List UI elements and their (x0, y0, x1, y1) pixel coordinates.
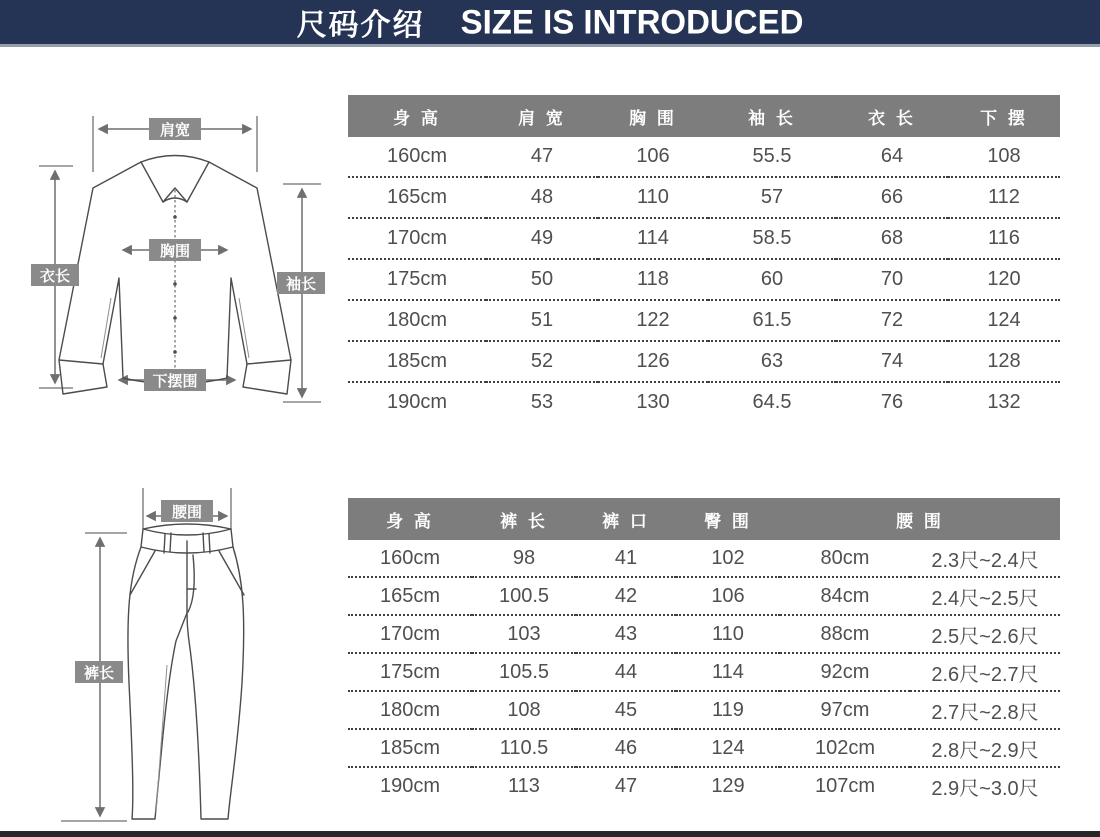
table-row (348, 259, 1060, 300)
cell: 41 (576, 540, 676, 577)
shirt-size-table (348, 95, 1060, 422)
cell: 68 (836, 218, 948, 259)
cell: 47 (614, 774, 638, 797)
cell: 63 (708, 341, 836, 382)
cell: 47 (486, 137, 598, 177)
table-row (348, 341, 1060, 382)
cell: 132 (987, 391, 1021, 413)
cell: 66 (836, 177, 948, 218)
table-row (348, 729, 1060, 767)
col-header-hem: 下 摆 (948, 95, 1060, 137)
cell: 50 (486, 259, 598, 300)
cell: 103 (472, 615, 576, 653)
bottom-bar (0, 831, 1100, 837)
cell: 129 (711, 774, 745, 797)
cell: 128 (948, 341, 1060, 382)
pants-size-table (348, 498, 1060, 804)
cell: 126 (598, 341, 708, 382)
banner-title-en: SIZE IS INTRODUCED (460, 2, 804, 41)
pants-length-label (75, 661, 123, 683)
pants-table-header-row (348, 498, 1060, 540)
svg-text:袖长: 袖长 (285, 276, 317, 293)
cell: 55.5 (708, 137, 836, 177)
col-header-leg-opening: 裤 口 (576, 498, 676, 540)
cell: 102 (676, 540, 780, 577)
cell: 84cm (780, 577, 910, 615)
table-row (348, 177, 1060, 218)
cell: 92cm (780, 653, 910, 691)
cell: 44 (576, 653, 676, 691)
svg-text:胸围: 胸围 (159, 243, 191, 260)
cell: 97cm (780, 691, 910, 729)
table-row (348, 300, 1060, 341)
cell: 110 (598, 177, 708, 218)
pants-size-table-wrap (348, 498, 1060, 804)
cell: 102cm (780, 729, 910, 767)
cell: 53 (530, 391, 554, 413)
table-row (348, 577, 1060, 615)
cell: 42 (576, 577, 676, 615)
table-row (348, 382, 1060, 422)
col-header-height: 身 高 (348, 95, 486, 137)
svg-text:衣长: 衣长 (39, 268, 71, 285)
cell: 107cm (814, 774, 876, 797)
shirt-outline (59, 156, 291, 395)
waist-label (161, 500, 213, 522)
cell: 105.5 (472, 653, 576, 691)
cell: 116 (948, 218, 1060, 259)
table-row (348, 218, 1060, 259)
cell: 120 (948, 259, 1060, 300)
svg-text:裤长: 裤长 (83, 665, 115, 682)
shirt-diagram (15, 72, 335, 417)
cell: 57 (708, 177, 836, 218)
cell: 43 (576, 615, 676, 653)
cell: 80cm (780, 540, 910, 577)
cell: 190cm (379, 774, 441, 797)
shirt-table-header-row (348, 95, 1060, 137)
cell: 74 (836, 341, 948, 382)
cell: 46 (576, 729, 676, 767)
title-banner (0, 0, 1100, 47)
cell: 98 (472, 540, 576, 577)
svg-text:下摆围: 下摆围 (152, 373, 198, 390)
svg-text:腰围: 腰围 (171, 504, 203, 521)
cell: 61.5 (708, 300, 836, 341)
cell: 52 (486, 341, 598, 382)
pants-diagram (15, 483, 335, 831)
table-row (348, 691, 1060, 729)
table-row (348, 540, 1060, 577)
sleeve-length-label (277, 272, 325, 294)
shirt-drawing (15, 72, 335, 417)
cell: 108 (948, 137, 1060, 177)
pants-drawing (15, 483, 335, 831)
cell: 170cm (348, 615, 472, 653)
cell: 119 (676, 691, 780, 729)
cell: 160cm (348, 540, 472, 577)
cell: 175cm (348, 653, 472, 691)
col-header-pants-length: 裤 长 (472, 498, 576, 540)
cell: 160cm (348, 137, 486, 177)
pants-outline (128, 524, 244, 819)
cell: 110 (676, 615, 780, 653)
cell: 58.5 (708, 218, 836, 259)
cell: 64 (836, 137, 948, 177)
cell: 180cm (348, 300, 486, 341)
shoulder-width-label (149, 118, 201, 140)
table-row (348, 767, 1060, 804)
cell: 72 (836, 300, 948, 341)
cell: 165cm (348, 177, 486, 218)
cell: 106 (598, 137, 708, 177)
garment-length-label (31, 264, 79, 286)
cell: 2.7尺~2.8尺 (910, 691, 1060, 729)
col-header-chest: 胸 围 (598, 95, 708, 137)
cell: 190cm (386, 391, 448, 413)
hem-label (144, 369, 206, 391)
cell: 110.5 (472, 729, 576, 767)
cell: 185cm (348, 729, 472, 767)
cell: 100.5 (472, 577, 576, 615)
banner-title-zh: 尺码介绍 (296, 9, 425, 42)
cell: 51 (486, 300, 598, 341)
cell: 48 (486, 177, 598, 218)
cell: 124 (948, 300, 1060, 341)
col-header-length: 衣 长 (836, 95, 948, 137)
cell: 2.8尺~2.9尺 (910, 729, 1060, 767)
cell: 114 (598, 218, 708, 259)
cell: 130 (636, 391, 670, 413)
cell: 64.5 (752, 391, 792, 413)
cell: 122 (598, 300, 708, 341)
cell: 124 (676, 729, 780, 767)
cell: 113 (508, 774, 540, 797)
shirt-size-table-wrap (348, 95, 1060, 422)
col-header-hip: 臀 围 (676, 498, 780, 540)
col-header-waist: 腰 围 (780, 498, 1060, 540)
cell: 2.4尺~2.5尺 (910, 577, 1060, 615)
cell: 60 (708, 259, 836, 300)
cell: 185cm (348, 341, 486, 382)
cell: 165cm (348, 577, 472, 615)
chest-label (149, 239, 201, 261)
cell: 2.3尺~2.4尺 (910, 540, 1060, 577)
cell: 112 (948, 177, 1060, 218)
cell: 170cm (348, 218, 486, 259)
cell: 175cm (348, 259, 486, 300)
table-row (348, 653, 1060, 691)
cell: 88cm (780, 615, 910, 653)
cell: 2.9尺~3.0尺 (931, 777, 1039, 800)
table-row (348, 137, 1060, 177)
col-header-height: 身 高 (348, 498, 472, 540)
cell: 114 (676, 653, 780, 691)
cell: 118 (598, 259, 708, 300)
col-header-shoulder: 肩 宽 (486, 95, 598, 137)
svg-text:肩宽: 肩宽 (159, 122, 191, 139)
cell: 49 (486, 218, 598, 259)
cell: 2.5尺~2.6尺 (910, 615, 1060, 653)
cell: 106 (676, 577, 780, 615)
cell: 76 (880, 391, 904, 413)
cell: 70 (836, 259, 948, 300)
cell: 180cm (348, 691, 472, 729)
cell: 108 (472, 691, 576, 729)
table-row (348, 615, 1060, 653)
cell: 45 (576, 691, 676, 729)
cell: 2.6尺~2.7尺 (910, 653, 1060, 691)
col-header-sleeve: 袖 长 (708, 95, 836, 137)
